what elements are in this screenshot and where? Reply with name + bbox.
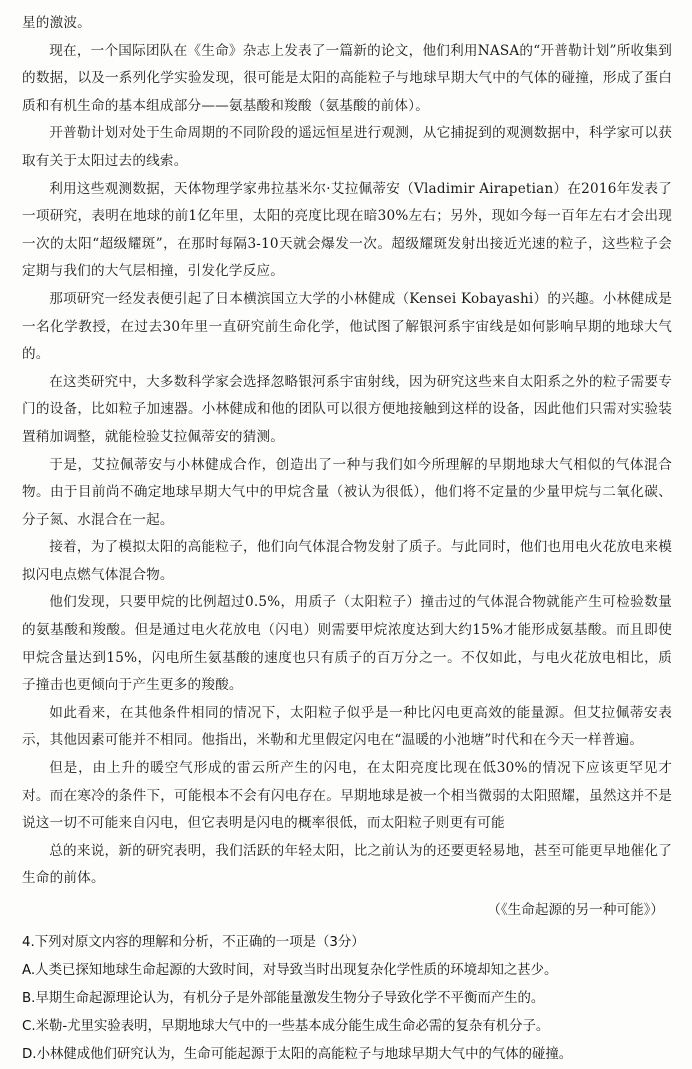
passage-source: （《生命起源的另一种可能》） [487, 902, 664, 918]
passage-paragraph: 开普勒计划对处于生命周期的不同阶段的遥远恒星进行观测，从它捕捉到的观测数据中，科学家可以获取有关于太阳过去的线索。 [22, 125, 672, 169]
passage-paragraph: 他们发现，只要甲烷的比例超过0.5%，用质子（太阳粒子）撞击过的气体混合物就能产生可检验数量的氨基酸和羧酸。但是通过电火花放电（闪电）则需要甲烷浓度达到大约15%才能形成氨基酸。而且即使甲烷含量达到15%，闪电所生氨基酸的速度也只有质子的百万分之一。不仅如此，与电火花放电相比，质子撞击也更倾向于产生更多的羧酸。 [22, 594, 672, 694]
question-stem: 4.下列对原文内容的理解和分析，不正确的一项是（3分） [22, 935, 365, 950]
question-block [22, 929, 672, 1069]
passage-paragraph: 总的来说，新的研究表明，我们活跃的年轻太阳，比之前认为的还要更轻易地，甚至可能更早地催化了生命的前体。 [22, 842, 672, 887]
reading-passage [22, 10, 672, 925]
passage-paragraph: 利用这些观测数据，天体物理学家弗拉基米尔·艾拉佩蒂安（Vladimir Airapetian）在2016年发表了一项研究，表明在地球的前1亿年里，太阳的亮度比现在暗30%左右；另外，现如今每一百年左右才会出现一次的太阳“超级耀斑”，在那时每隔3-10天就会爆发一次。超级耀斑发射出接近光速的粒子，这些粒子会定期与我们的大气层相撞，引发化学反应。 [22, 180, 672, 280]
option-d: D.小林健成他们研究认为，生命可能起源于太阳的高能粒子与地球早期大气中的气体的碰撞。 [22, 1047, 573, 1062]
passage-paragraph: 星的激波。 [22, 15, 91, 31]
option-a: A.人类已探知地球生命起源的大致时间，对导致当时出现复杂化学性质的环境却知之甚少。 [22, 963, 558, 978]
passage-paragraph: 那项研究一经发表便引起了日本横滨国立大学的小林健成（Kensei Kobayashi）的兴趣。小林健成是一名化学教授，在过去30年里一直研究前生命化学，他试图了解银河系宇宙线是如何影响早期的地球大气的。 [22, 290, 672, 363]
option-b: B.早期生命起源理论认为，有机分子是外部能量激发生物分子导致化学不平衡而产生的。 [22, 991, 545, 1006]
option-c: C.米勒-尤里实验表明，早期地球大气中的一些基本成分能生成生命必需的复杂有机分子。 [22, 1019, 550, 1034]
passage-paragraph: 如此看来，在其他条件相同的情况下，太阳粒子似乎是一种比闪电更高效的能量源。但艾拉佩蒂安表示，其他因素可能并不相同。他指出，米勒和尤里假定闪电在“温暖的小池塘”时代和在今天一样普遍。 [22, 704, 672, 749]
passage-paragraph: 接着，为了模拟太阳的高能粒子，他们向气体混合物发射了质子。与此同时，他们也用电火花放电来模拟闪电点燃气体混合物。 [22, 539, 672, 583]
passage-paragraph: 于是，艾拉佩蒂安与小林健成合作，创造出了一种与我们如今所理解的早期地球大气相似的气体混合物。由于目前尚不确定地球早期大气中的甲烷含量（被认为很低），他们将不定量的少量甲烷与二氧化碳、分子氮、水混合在一起。 [22, 456, 672, 528]
passage-paragraph: 现在，一个国际团队在《生命》杂志上发表了一篇新的论文，他们利用NASA的“开普勒计划”所收集到的数据，以及一系列化学实验发现，很可能是太阳的高能粒子与地球早期大气中的气体的碰撞，形成了蛋白质和有机生命的基本组成部分——氨基酸和羧酸（氨基酸的前体）。 [22, 42, 672, 114]
passage-paragraph: 但是，由上升的暖空气形成的雷云所产生的闪电，在太阳亮度比现在低30%的情况下应该更罕见才对。而在寒冷的条件下，可能根本不会有闪电存在。早期地球是被一个相当微弱的太阳照耀，虽然这并不是说这一切不可能来自闪电，但它表明是闪电的概率很低，而太阳粒子则更有可能 [22, 760, 672, 832]
passage-paragraph: 在这类研究中，大多数科学家会选择忽略银河系宇宙射线，因为研究这些来自太阳系之外的粒子需要专门的设备，比如粒子加速器。小林健成和他的团队可以很方便地接触到这样的设备，因此他们只需对实验装置稍加调整，就能检验艾拉佩蒂安的猜测。 [22, 373, 672, 445]
